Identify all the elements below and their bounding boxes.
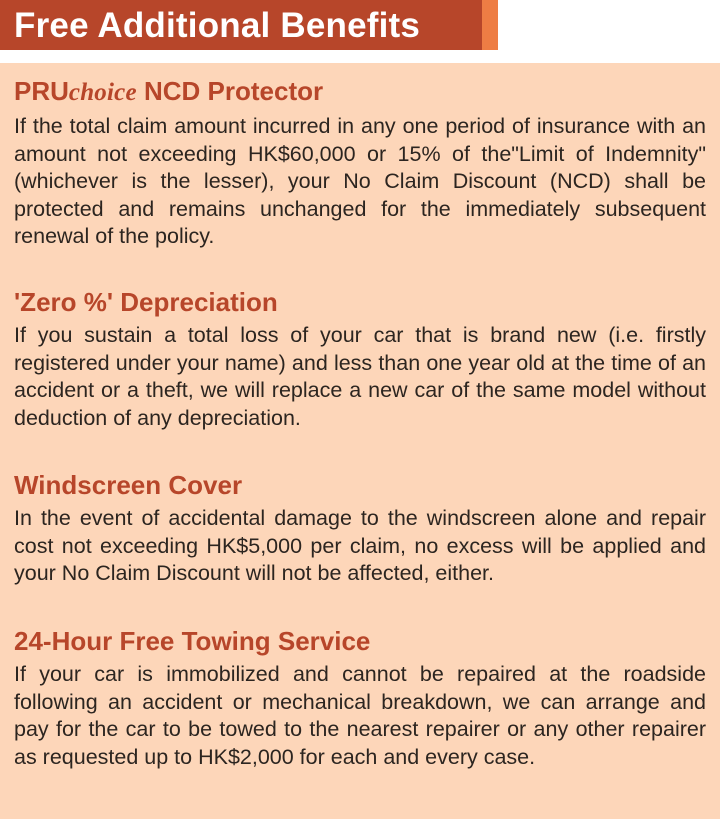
benefit-description: In the event of accidental damage to the windscreen alone and repair cost not exceeding HK$5,000 per claim, no excess will be applied and your No Claim Discount will not be affected, either. — [14, 506, 706, 585]
benefit-description: If your car is immobilized and cannot be repaired at the roadside following an accident or mechanical breakdown, we can arrange and pay for the car to be towed to the nearest repairer or any other repairer as requested up to HK$2,000 for each and every case. — [14, 662, 706, 769]
benefit-description: If the total claim amount incurred in any one period of insurance with an amount not exceeding HK$60,000 or 15% of the"Limit of Indemnity" (whichever is the lesser), your No Claim Discount (NCD) shall be protected and remains unchanged for the immediately subsequent renewal of the policy. — [14, 114, 706, 248]
benefit-description: If you sustain a total loss of your car that is brand new (i.e. firstly registered under your name) and less than one year old at the time of an accident or a theft, we will replace a new car of the same model without deduction of any depreciation. — [14, 323, 706, 430]
benefit-title: 24-Hour Free Towing Service — [14, 626, 371, 656]
benefit-towing-service — [14, 626, 706, 771]
brand-pru: PRU — [14, 76, 69, 106]
page-title: Free Additional Benefits — [14, 6, 421, 45]
benefit-title — [14, 76, 706, 108]
brand-choice: choice — [68, 79, 137, 106]
header-accent-block — [482, 0, 498, 50]
benefit-title: 'Zero %' Depreciation — [14, 287, 278, 317]
benefit-windscreen-cover — [14, 470, 706, 588]
benefit-ncd-protector — [14, 76, 706, 251]
benefit-title: Windscreen Cover — [14, 470, 243, 500]
benefit-title-text: NCD Protector — [136, 76, 324, 106]
benefit-zero-depreciation — [14, 287, 706, 432]
